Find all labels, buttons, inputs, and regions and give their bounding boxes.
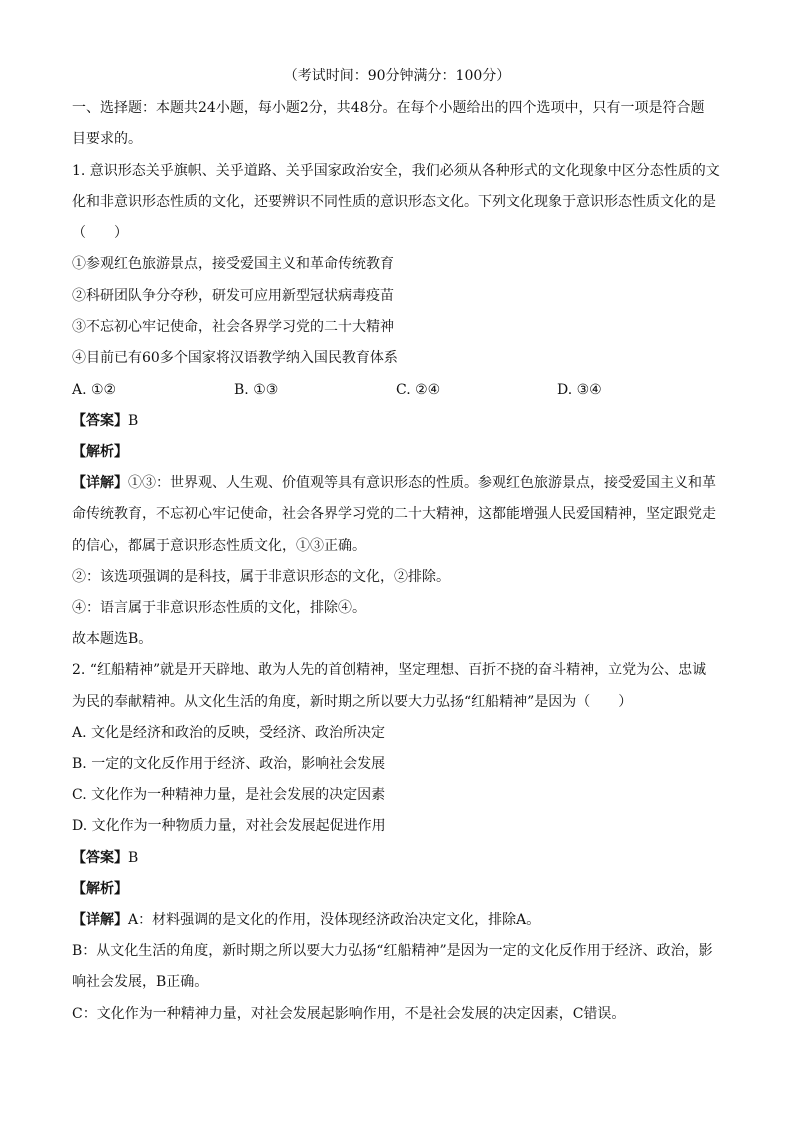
q1-item-1: ①参观红色旅游景点，接受爱国主义和革命传统教育: [72, 256, 394, 272]
q1-detail-line-5: ④：语言属于非意识形态性质的文化，排除④。: [72, 600, 366, 616]
q1-detail-line-3: 的信心，都属于意识形态性质文化，①③正确。: [72, 538, 366, 554]
q2-stem-line-2: 为民的奉献精神。从文化生活的角度，新时期之所以要大力弘扬“红船精神”是因为（ ）: [72, 694, 633, 710]
section-instruction-line-2: 目要求的。: [72, 131, 142, 147]
q1-analysis-tag: 【解析】: [72, 444, 128, 460]
q1-answer-tag: 【答案】: [72, 413, 128, 429]
q1-detail-line-2: 命传统教育，不忘初心牢记使命，社会各界学习党的二十大精神，这都能增强人民爱国精神，坚定跟党走: [72, 506, 716, 522]
q1-option-c: C. ②④: [396, 382, 441, 398]
q1-detail-line-4: ②：该选项强调的是科技，属于非意识形态的文化，②排除。: [72, 569, 450, 585]
q1-stem-line-2: 化和非意识形态性质的文化，还要辨识不同性质的意识形态文化。下列文化现象于意识形态性质文化的是: [72, 194, 716, 210]
q2-option-b: B. 一定的文化反作用于经济、政治，影响社会发展: [72, 756, 386, 772]
q2-option-c: C. 文化作为一种精神力量，是社会发展的决定因素: [72, 787, 386, 803]
q1-stem-line-1: 1. 意识形态关乎旗帜、关乎道路、关乎国家政治安全，我们必须从各种形式的文化现象中区分态性质的文: [72, 163, 720, 179]
q2-detail-line-1: 【详解】A：材料强调的是文化的作用，没体现经济政治决定文化，排除A。: [72, 912, 541, 928]
q1-item-2: ②科研团队争分夺秒，研发可应用新型冠状病毒疫苗: [72, 288, 394, 304]
q2-detail-line-2: B：从文化生活的角度，新时期之所以要大力弘扬“红船精神”是因为一定的文化反作用于经济、政治，影: [72, 943, 713, 959]
q1-answer-value: B: [128, 413, 139, 429]
section-instruction-line-1: 一、选择题：本题共24小题，每小题2分，共48分。在每个小题给出的四个选项中，只有一项是符合题: [72, 100, 705, 116]
q2-detail-line-3: 响社会发展，B正确。: [72, 974, 209, 990]
q2-answer: [72, 848, 732, 868]
q2-analysis-tag: 【解析】: [72, 881, 128, 897]
q2-answer-value: B: [128, 850, 139, 866]
q1-option-a: A. ①②: [72, 382, 117, 398]
q1-detail-line-1: 【详解】①③：世界观、人生观、价值观等具有意识形态的性质。参观红色旅游景点，接受爱国主义和革: [72, 475, 716, 491]
exam-header: （考试时间：90分钟满分：100分）: [283, 68, 511, 84]
q2-detail-line-4: C：文化作为一种精神力量，对社会发展起影响作用，不是社会发展的决定因素，C错误。: [72, 1006, 626, 1022]
q2-detail-tag: 【详解】: [72, 912, 128, 928]
q1-answer: [72, 411, 732, 431]
q1-stem-line-3: （ ）: [72, 225, 128, 241]
q1-conclusion: 故本题选B。: [72, 631, 153, 647]
q1-item-3: ③不忘初心牢记使命，社会各界学习党的二十大精神: [72, 319, 394, 335]
q1-option-d: D. ③④: [557, 382, 602, 398]
q1-item-4: ④目前已有60多个国家将汉语教学纳入国民教育体系: [72, 350, 398, 366]
q1-detail-tag: 【详解】: [72, 475, 128, 491]
q1-option-b: B. ①③: [234, 382, 279, 398]
q2-option-d: D. 文化作为一种物质力量，对社会发展起促进作用: [72, 818, 386, 834]
q2-answer-tag: 【答案】: [72, 850, 128, 866]
q2-stem-line-1: 2. “红船精神”就是开天辟地、敢为人先的首创精神，坚定理想、百折不挠的奋斗精神，立党为公、忠诚: [72, 662, 707, 678]
q2-option-a: A. 文化是经济和政治的反映，受经济、政治所决定: [72, 725, 386, 741]
